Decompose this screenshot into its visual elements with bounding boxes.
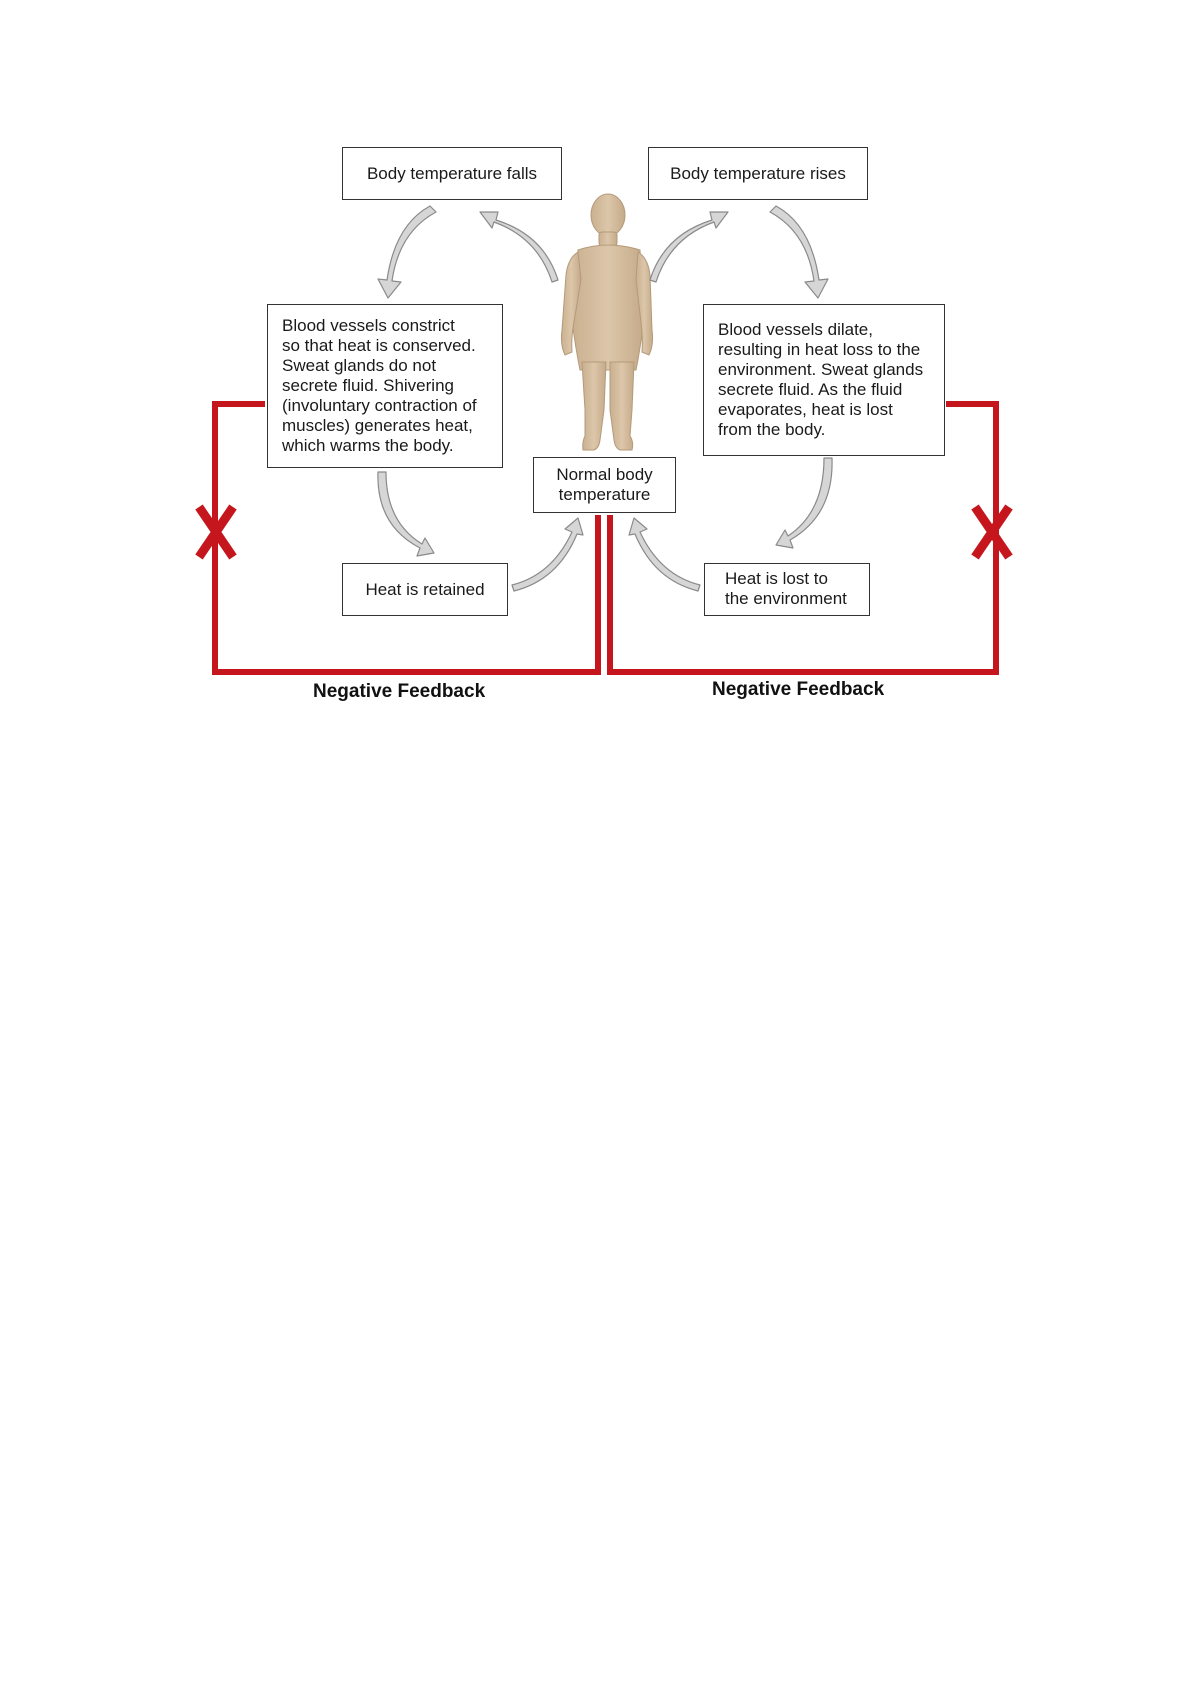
box-vessels-constrict: Blood vessels constrict so that heat is conserved. Sweat glands do not secrete fluid. Shivering (involuntary contraction of muscles) generates heat, which warms the body. <box>267 304 503 468</box>
box-heat-retained: Heat is retained <box>342 563 508 616</box>
box-vessels-dilate: Blood vessels dilate, resulting in heat loss to the environment. Sweat glands secrete fluid. As the fluid evaporates, heat is lost from the body. <box>703 304 945 456</box>
left-negative-feedback-label: Negative Feedback <box>313 681 486 702</box>
human-figure <box>561 194 652 450</box>
box-heat-lost: Heat is lost to the environment <box>704 563 870 616</box>
box-temperature-rises: Body temperature rises <box>648 147 868 200</box>
arrow-figure-to-falls <box>480 212 558 282</box>
right-negative-feedback-label: Negative Feedback <box>712 679 885 700</box>
arrow-dilate-to-lost <box>776 458 832 548</box>
arrow-rises-to-dilate <box>770 206 828 298</box>
arrow-retained-to-normal <box>512 518 583 591</box>
box-temperature-falls: Body temperature falls <box>342 147 562 200</box>
arrow-constrict-to-retained <box>378 472 434 556</box>
arrow-figure-to-rises <box>650 212 728 282</box>
box-normal-body-temperature: Normal body temperature <box>533 457 676 513</box>
arrow-falls-to-constrict <box>378 206 436 298</box>
right-x-mark <box>975 507 1009 557</box>
arrow-lost-to-normal <box>629 518 700 591</box>
